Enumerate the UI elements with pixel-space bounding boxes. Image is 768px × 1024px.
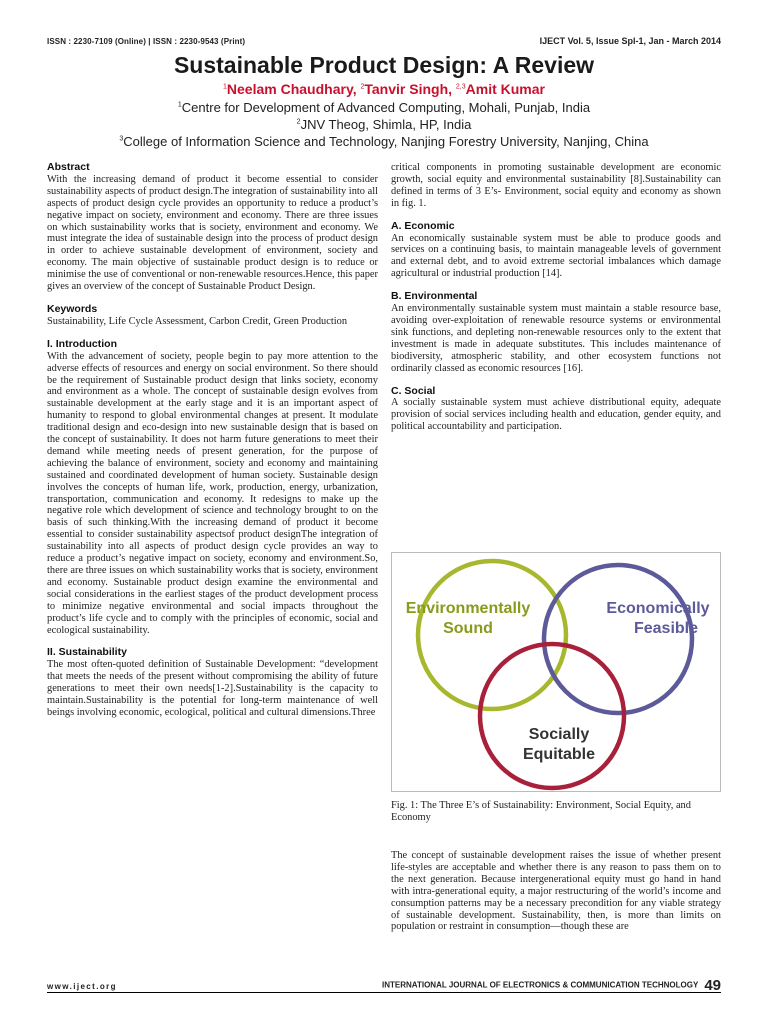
introduction-text: With the advancement of society, people begin to pay more attention to the adverse effects of resources and energy on social environment. So there should be the requirement of Sustainable product design that links society, economy and environment as a whole. The concept of sustainable design evolves from sustainable development at the early stage and it is an important aspect of humanity to respond to global environmental changes at present. It modulate traditional design and eco-design into new sustainable design that is based on the concept of sustainability. It does not harm future generations to meet their demand while meeting needs of present generation, for the purpose of achieving the balance of environment, society and economy and maintaining sustained and coordinated development of human society. Sustainable design involves the concepts of human life, work, production, energy, urbanization, transportation, communication and economy. It redesigns to make up the negative role which development of science and technology brought to on the basis of such thinking.With the increasing demand of product it become essential to consider sustainability aspectsof product designThe integration of sustainability into all aspects of product design cycle provides an way to reduce a product’s negative impact on society, economy and environment.So, there are three issues on which sustainability works that is society, environment and economy. Sustainable product design examine the environmental and social considerations in the earliest stages of the product development process to minimize negative environmental and social impacts throughout the product’s life cycle and to comply with the principles of economic, social and ecological sustainability. xyxy=(47,350,378,636)
footer-website: www.iject.org xyxy=(47,982,117,991)
affiliation-3 xyxy=(0,134,768,149)
environment-label-line2: Sound xyxy=(443,620,493,637)
affiliation-2-sup: 2 xyxy=(296,118,301,126)
footer-journal-name: INTERNATIONAL JOURNAL OF ELECTRONICS & COMMUNICATION TECHNOLOGY xyxy=(382,980,699,990)
issn-header: ISSN : 2230-7109 (Online) | ISSN : 2230-9543 (Print) xyxy=(47,37,246,46)
keywords-heading: Keywords xyxy=(47,302,98,315)
social-circle xyxy=(480,644,624,788)
right-column xyxy=(391,162,721,433)
author-2-sup: 2 xyxy=(360,83,365,91)
right-bottom-text: The concept of sustainable development raises the issue of whether present life-styles are acceptable and whether there is any reason to pass them on to the next generation. Because intergenerational equity must go hand in hand with intra-generational equity, a major restructuring of the world’s income and consumption patterns may be a necessary precondition for any viable strategy of sustainable development. Sustainability, then, is more than limits on population or restraint in consumption—though these are xyxy=(391,850,721,933)
affiliation-3-text: College of Information Science and Technology, Nanjing Forestry University, Nanjing, China xyxy=(123,134,649,149)
introduction-heading: I. Introduction xyxy=(47,337,117,350)
affiliation-1-text: Centre for Development of Advanced Computing, Mohali, Punjab, India xyxy=(181,100,591,115)
environmental-text: An environmentally sustainable system must maintain a stable resource base, avoiding over-exploitation of renewable resource systems or environmental sink functions, and depleting non-renewable resources only to the extent that investment is made in adequate substitutes. This includes maintenance of biodiversity, atmospheric stability, and other ecosystem functions not ordinarily classed as economic resources [16]. xyxy=(391,303,721,374)
footer-rule xyxy=(47,992,721,993)
abstract-heading: Abstract xyxy=(47,161,90,173)
affiliation-2 xyxy=(0,117,768,132)
affiliation-1 xyxy=(0,100,768,115)
paper-title: Sustainable Product Design: A Review xyxy=(173,52,595,78)
keywords-text: Sustainability, Life Cycle Assessment, Carbon Credit, Green Production xyxy=(47,315,348,327)
author-2: Tanvir Singh, xyxy=(364,81,453,97)
author-3-sup: 2,3 xyxy=(455,83,466,91)
economy-label-line2: Feasible xyxy=(633,620,699,637)
social-heading: C. Social xyxy=(391,384,436,397)
page-number: 49 xyxy=(704,977,721,994)
sustainability-heading: II. Sustainability xyxy=(47,646,127,659)
journal-issue-header: IJECT Vol. 5, Issue Spl-1, Jan - March 2014 xyxy=(539,36,721,46)
author-3: Amit Kumar xyxy=(465,81,545,97)
author-1-sup: 1 xyxy=(223,83,227,91)
affiliation-1-sup: 1 xyxy=(177,101,182,109)
social-text: A socially sustainable system must achieve distributional equity, adequate provision of social services including health and education, gender equity, and political accountability and participation. xyxy=(391,397,721,433)
social-label-line2: Equitable xyxy=(522,746,596,763)
right-intro-text: critical components in promoting sustainable development are economic growth, social equity and environmental sustainability [8].Sustainability can defined in terms of 3 E’s- Environment, social equity and economy as shown in fig. 1. xyxy=(391,162,721,209)
figure-caption: Fig. 1: The Three E’s of Sustainability: Environment, Social Equity, and Economy xyxy=(391,800,691,823)
venn-figure xyxy=(391,552,721,792)
environmental-heading: B. Environmental xyxy=(391,290,478,303)
author-1: Neelam Chaudhary, xyxy=(226,81,357,97)
economy-label-line1: Economically xyxy=(606,600,710,617)
economic-text: An economically sustainable system must be able to produce goods and services on a continuing basis, to maintain manageable levels of government and external debt, and to avoid extreme sectorial imbalances which damage agricultural or industrial production [14]. xyxy=(391,232,721,280)
left-column xyxy=(47,162,378,719)
economic-heading: A. Economic xyxy=(391,219,455,232)
environment-label-line1: Environmentally xyxy=(405,600,531,617)
sustainability-text: The most often-quoted definition of Sustainable Development: “development that meets the needs of the present without compromising the ability of future generations to meet their own needs[1-2].Sustainability is the capacity to maintain.Sustainability is the potential for long-term maintenance of well beings involving economic, ecological, political and cultural dimensions.Three xyxy=(47,659,378,718)
affiliation-2-text: JNV Theog, Shimla, HP, India xyxy=(300,117,472,132)
affiliation-3-sup: 3 xyxy=(119,135,124,143)
abstract-text: With the increasing demand of product it become essential to consider sustainability aspects of product design.The integration of sustainability into all aspects of product design cycle provides an opportunity to reduce a product’s negative impact on society, environment and economy. There are three issues on which sustainability works that is society, environment and economy. We must integrate the idea of sustainable design into the process of product design in order to achieve sustainable development of environment, society and economy. The main objective of sustainable product design is to reduce or minimise the use of conventional or non-renewable resources.Hence, this paper gives an overview of the concept of Sustainable Product Design. xyxy=(47,173,378,293)
author-list xyxy=(0,81,768,97)
social-label-line1: Socially xyxy=(528,726,590,743)
venn-diagram xyxy=(392,553,720,791)
